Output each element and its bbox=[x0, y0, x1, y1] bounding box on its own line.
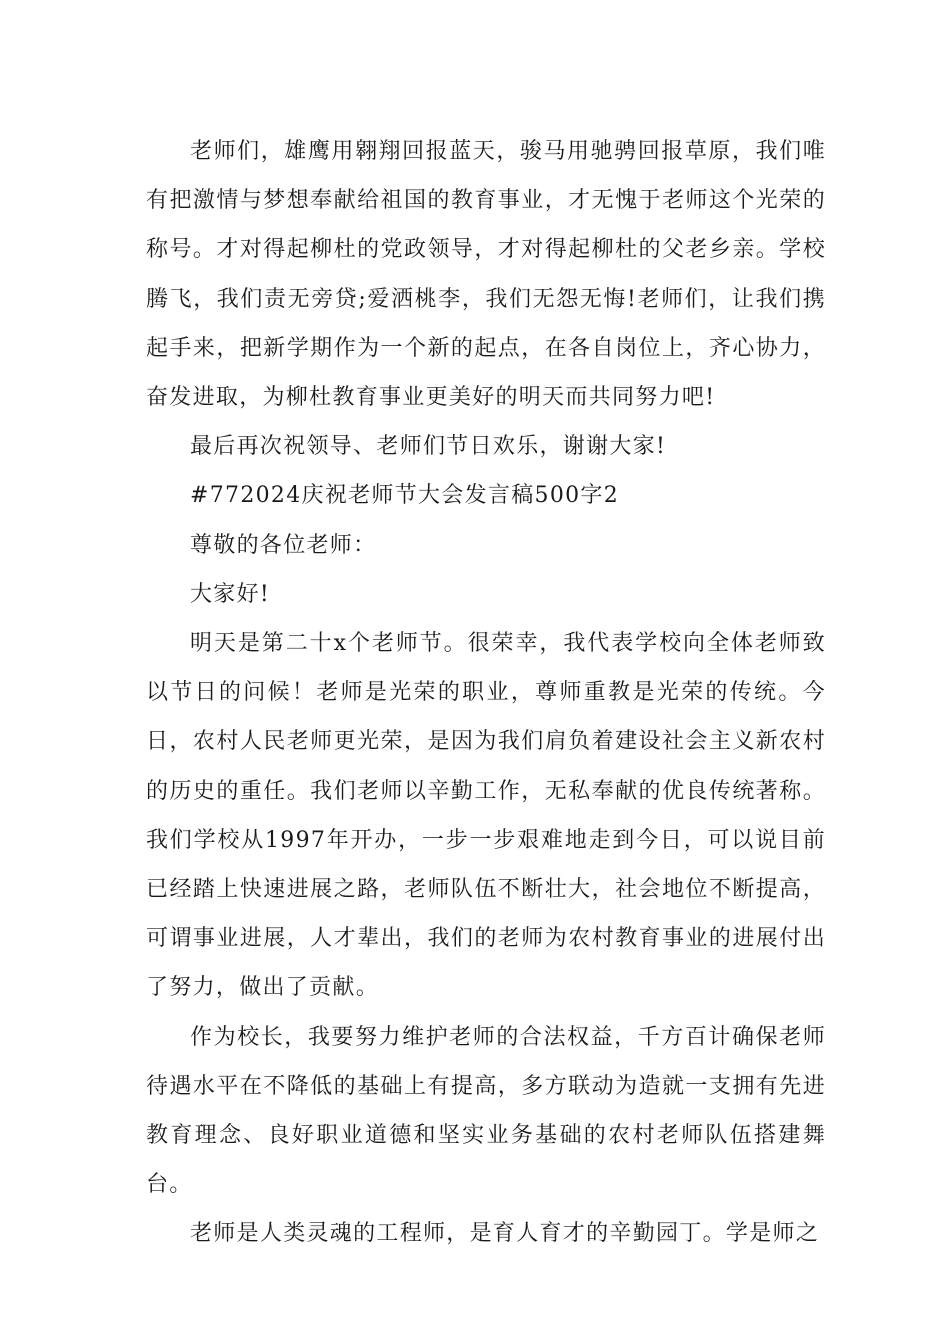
paragraph-teachers-day: 明天是第二十x个老师节。很荣幸，我代表学校向全体老师致以节日的问候！老师是光荣的职业，尊师重教是光荣的传统。今日，农村人民老师更光荣，是因为我们肩负着建设社会主义新农村的历史的重任。我们老师以辛勤工作，无私奉献的优良传统著称。我们学校从1997年开办，一步一步艰难地走到今日，可以说目前已经踏上快速进展之路，老师队伍不断壮大，社会地位不断提高，可谓事业进展，人才辈出，我们的老师为农村教育事业的进展付出了努力，做出了贡献。 bbox=[146, 631, 826, 1001]
paragraph-closing-appeal: 老师们，雄鹰用翱翔回报蓝天，骏马用驰骋回报草原，我们唯有把激情与梦想奉献给祖国的教育事业，才无愧于老师这个光荣的称号。才对得起柳杜的党政领导，才对得起柳杜的父老乡亲。学校腾飞，我们责无旁贷;爱洒桃李，我们无怨无悔!老师们，让我们携起手来，把新学期作为一个新的起点，在各自岗位上，齐心协力，奋发进取，为柳杜教育事业更美好的明天而共同努力吧! bbox=[146, 139, 826, 411]
paragraph-teacher-role: 老师是人类灵魂的工程师，是育人育才的辛勤园丁。学是师之 bbox=[190, 1221, 820, 1247]
paragraph-final-wishes: 最后再次祝领导、老师们节日欢乐，谢谢大家! bbox=[190, 434, 667, 460]
greeting: 大家好! bbox=[190, 581, 271, 607]
salutation: 尊敬的各位老师： bbox=[190, 532, 377, 558]
document-body bbox=[146, 127, 826, 1259]
section-heading: #772024庆祝老师节大会发言稿500字2 bbox=[190, 483, 620, 509]
paragraph-principal-commitment: 作为校长，我要努力维护老师的合法权益，千方百计确保老师待遇水平在不降低的基础上有提高，多方联动为造就一支拥有先进教育理念、良好职业道德和坚实业务基础的农村老师队伍搭建舞台。 bbox=[146, 1024, 826, 1198]
